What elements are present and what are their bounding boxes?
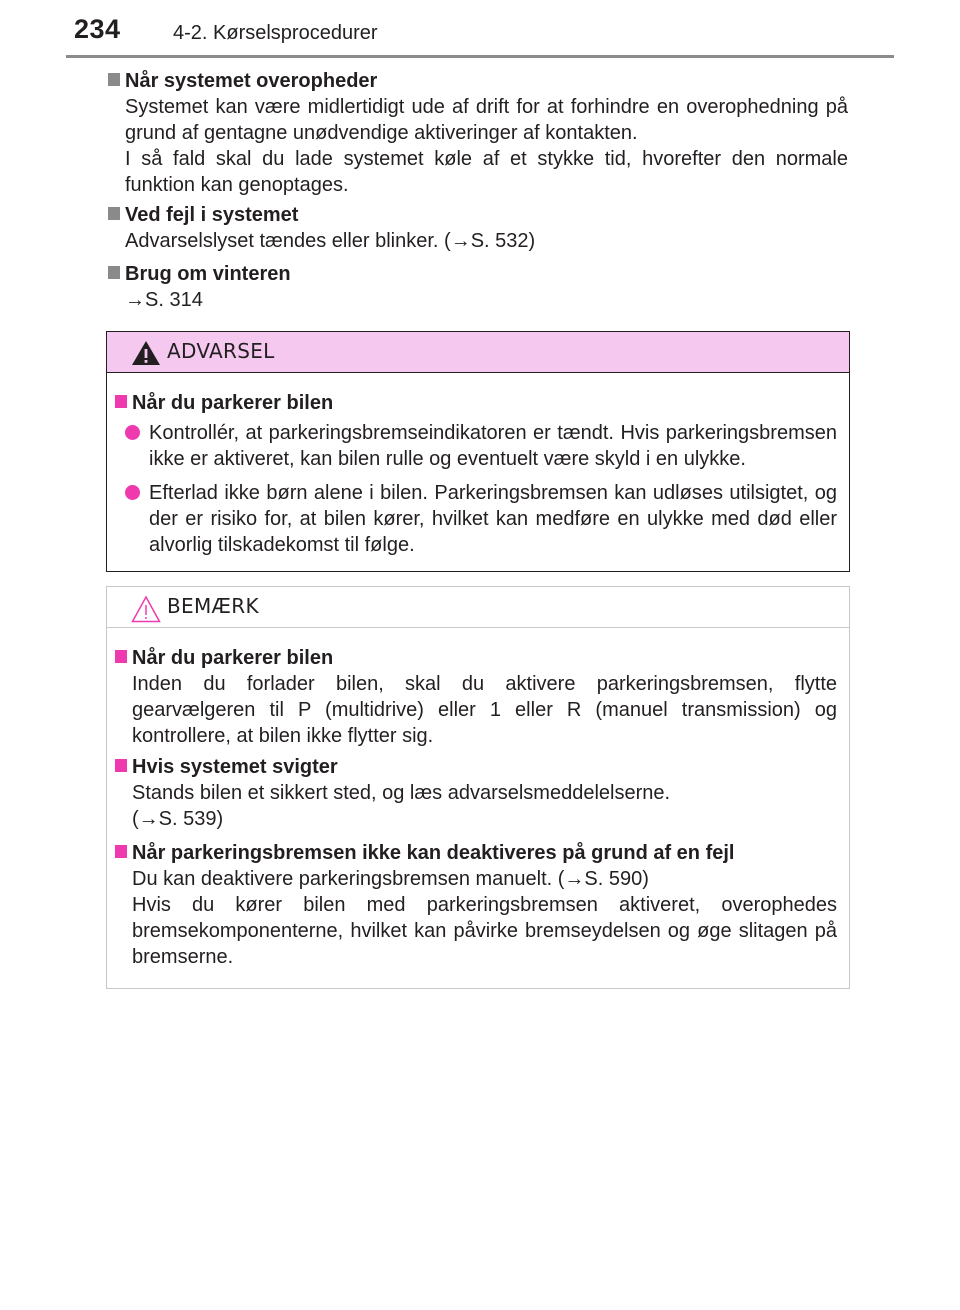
- page-number: 234: [74, 14, 121, 44]
- bullet-text: Efterlad ikke børn alene i bilen. Parkeringsbremsen kan udløses utilsigtet, og der er risiko for, at bilen kører, hvilket kan medføre en ulykke med død eller alvorlig tilskadekomst til følge.: [149, 482, 837, 556]
- section-overheating: [108, 68, 848, 198]
- notice-section: [115, 645, 837, 749]
- section-square-icon: [115, 759, 127, 772]
- bullet-dot-icon: [125, 425, 140, 440]
- bullet-item: [125, 420, 837, 472]
- section-title: Når systemet overopheder: [125, 70, 378, 92]
- notice-header: [107, 587, 849, 628]
- warning-box: [106, 331, 850, 572]
- paragraph: Stands bilen et sikkert sted, og læs advarselsmeddelelserne.: [132, 782, 671, 804]
- section-square-icon: [115, 845, 127, 858]
- chapter-title: 4-2. Kørselsprocedurer: [173, 22, 378, 44]
- paragraph: Advarselslyset tændes eller blinker. (→S. 532): [125, 230, 536, 252]
- section-square-icon: [115, 650, 127, 663]
- paragraph: Inden du forlader bilen, skal du aktivere parkeringsbremsen, flytte gearvælgeren til P (multidrive) eller 1 eller R (manuel transmission) og kontrollere, at bilen ikke flytter sig.: [132, 673, 837, 747]
- notice-section: [115, 840, 837, 970]
- section-square-icon: [115, 395, 127, 408]
- section-title: Når du parkerer bilen: [132, 647, 334, 669]
- section-title: Ved fejl i systemet: [125, 204, 299, 226]
- paragraph: Hvis du kører bilen med parkeringsbremsen aktiveret, overophedes bremsekomponenterne, hvilket kan påvirke bremseydelsen og øge slitagen på bremserne.: [132, 894, 837, 968]
- section-title: Når du parkerer bilen: [132, 392, 334, 414]
- warning-section: [115, 390, 837, 558]
- caution-triangle-icon: [131, 595, 161, 623]
- paragraph: (→S. 539): [132, 808, 224, 830]
- section-title: Når parkeringsbremsen ikke kan deaktiveres på grund af en fejl: [132, 842, 735, 864]
- header-rule: [66, 55, 894, 58]
- section-square-icon: [108, 266, 120, 279]
- section-square-icon: [108, 73, 120, 86]
- warning-triangle-icon: [131, 340, 161, 366]
- section-square-icon: [108, 207, 120, 220]
- paragraph: →S. 314: [125, 289, 203, 311]
- paragraph: I så fald skal du lade systemet køle af et stykke tid, hvorefter den normale funktion kan genoptages.: [125, 148, 848, 196]
- notice-section: [115, 754, 837, 832]
- section-winter-use: [108, 261, 848, 313]
- notice-title: BEMÆRK: [167, 594, 259, 618]
- warning-title: ADVARSEL: [167, 339, 275, 363]
- notice-box: [106, 586, 850, 989]
- section-title: Brug om vinteren: [125, 263, 291, 285]
- bullet-item: [125, 480, 837, 558]
- paragraph: Systemet kan være midlertidigt ude af drift for at forhindre en overophedning på grund af gentagne unødvendige aktiveringer af kontakten.: [125, 96, 848, 144]
- warning-header: [107, 332, 849, 373]
- paragraph: Du kan deaktivere parkeringsbremsen manuelt. (→S. 590): [132, 868, 649, 890]
- section-system-fault: [108, 202, 848, 254]
- section-title: Hvis systemet svigter: [132, 756, 338, 778]
- bullet-dot-icon: [125, 485, 140, 500]
- bullet-text: Kontrollér, at parkeringsbremseindikatoren er tændt. Hvis parkeringsbremsen ikke er aktiveret, kan bilen rulle og eventuelt være skyld i en ulykke.: [149, 422, 837, 470]
